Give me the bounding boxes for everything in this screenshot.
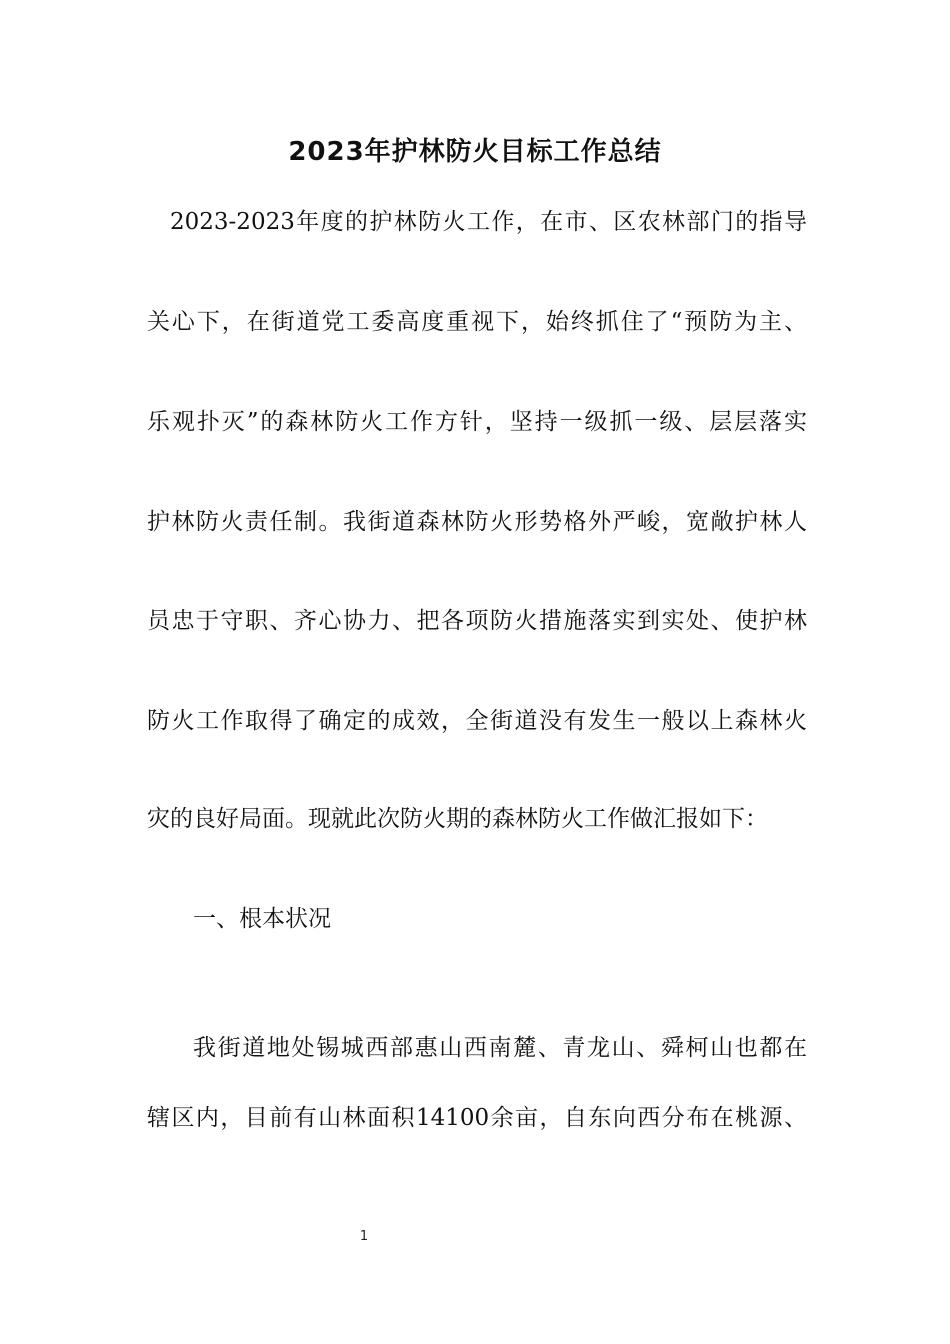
paragraph-line: 2023-2023年度的护林防火工作，在市、区农林部门的指导 bbox=[170, 209, 807, 235]
document-title: 2023年护林防火目标工作总结 bbox=[288, 137, 662, 167]
paragraph-line: 关心下，在街道党工委高度重视下，始终抓住了“预防为主、 bbox=[147, 309, 807, 335]
paragraph-line: 辖区内，目前有山林面积14100余亩，自东向西分布在桃源、 bbox=[147, 1105, 807, 1131]
paragraph-line: 防火工作取得了确定的成效，全街道没有发生一般以上森林火 bbox=[147, 708, 807, 734]
paragraph-line: 护林防火责任制。我街道森林防火形势格外严峻，宽敞护林人 bbox=[147, 509, 807, 535]
section-heading: 一、根本状况 bbox=[193, 906, 331, 932]
paragraph-line: 乐观扑灭”的森林防火工作方针，坚持一级抓一级、层层落实 bbox=[147, 409, 807, 435]
paragraph-line: 灾的良好局面。现就此次防火期的森林防火工作做汇报如下： bbox=[147, 806, 768, 832]
paragraph-line: 我街道地处锡城西部惠山西南麓、青龙山、舜柯山也都在 bbox=[193, 1035, 807, 1061]
page-number: 1 bbox=[359, 1229, 369, 1244]
paragraph-line: 员忠于守职、齐心协力、把各项防火措施落实到实处、使护林 bbox=[147, 608, 807, 634]
